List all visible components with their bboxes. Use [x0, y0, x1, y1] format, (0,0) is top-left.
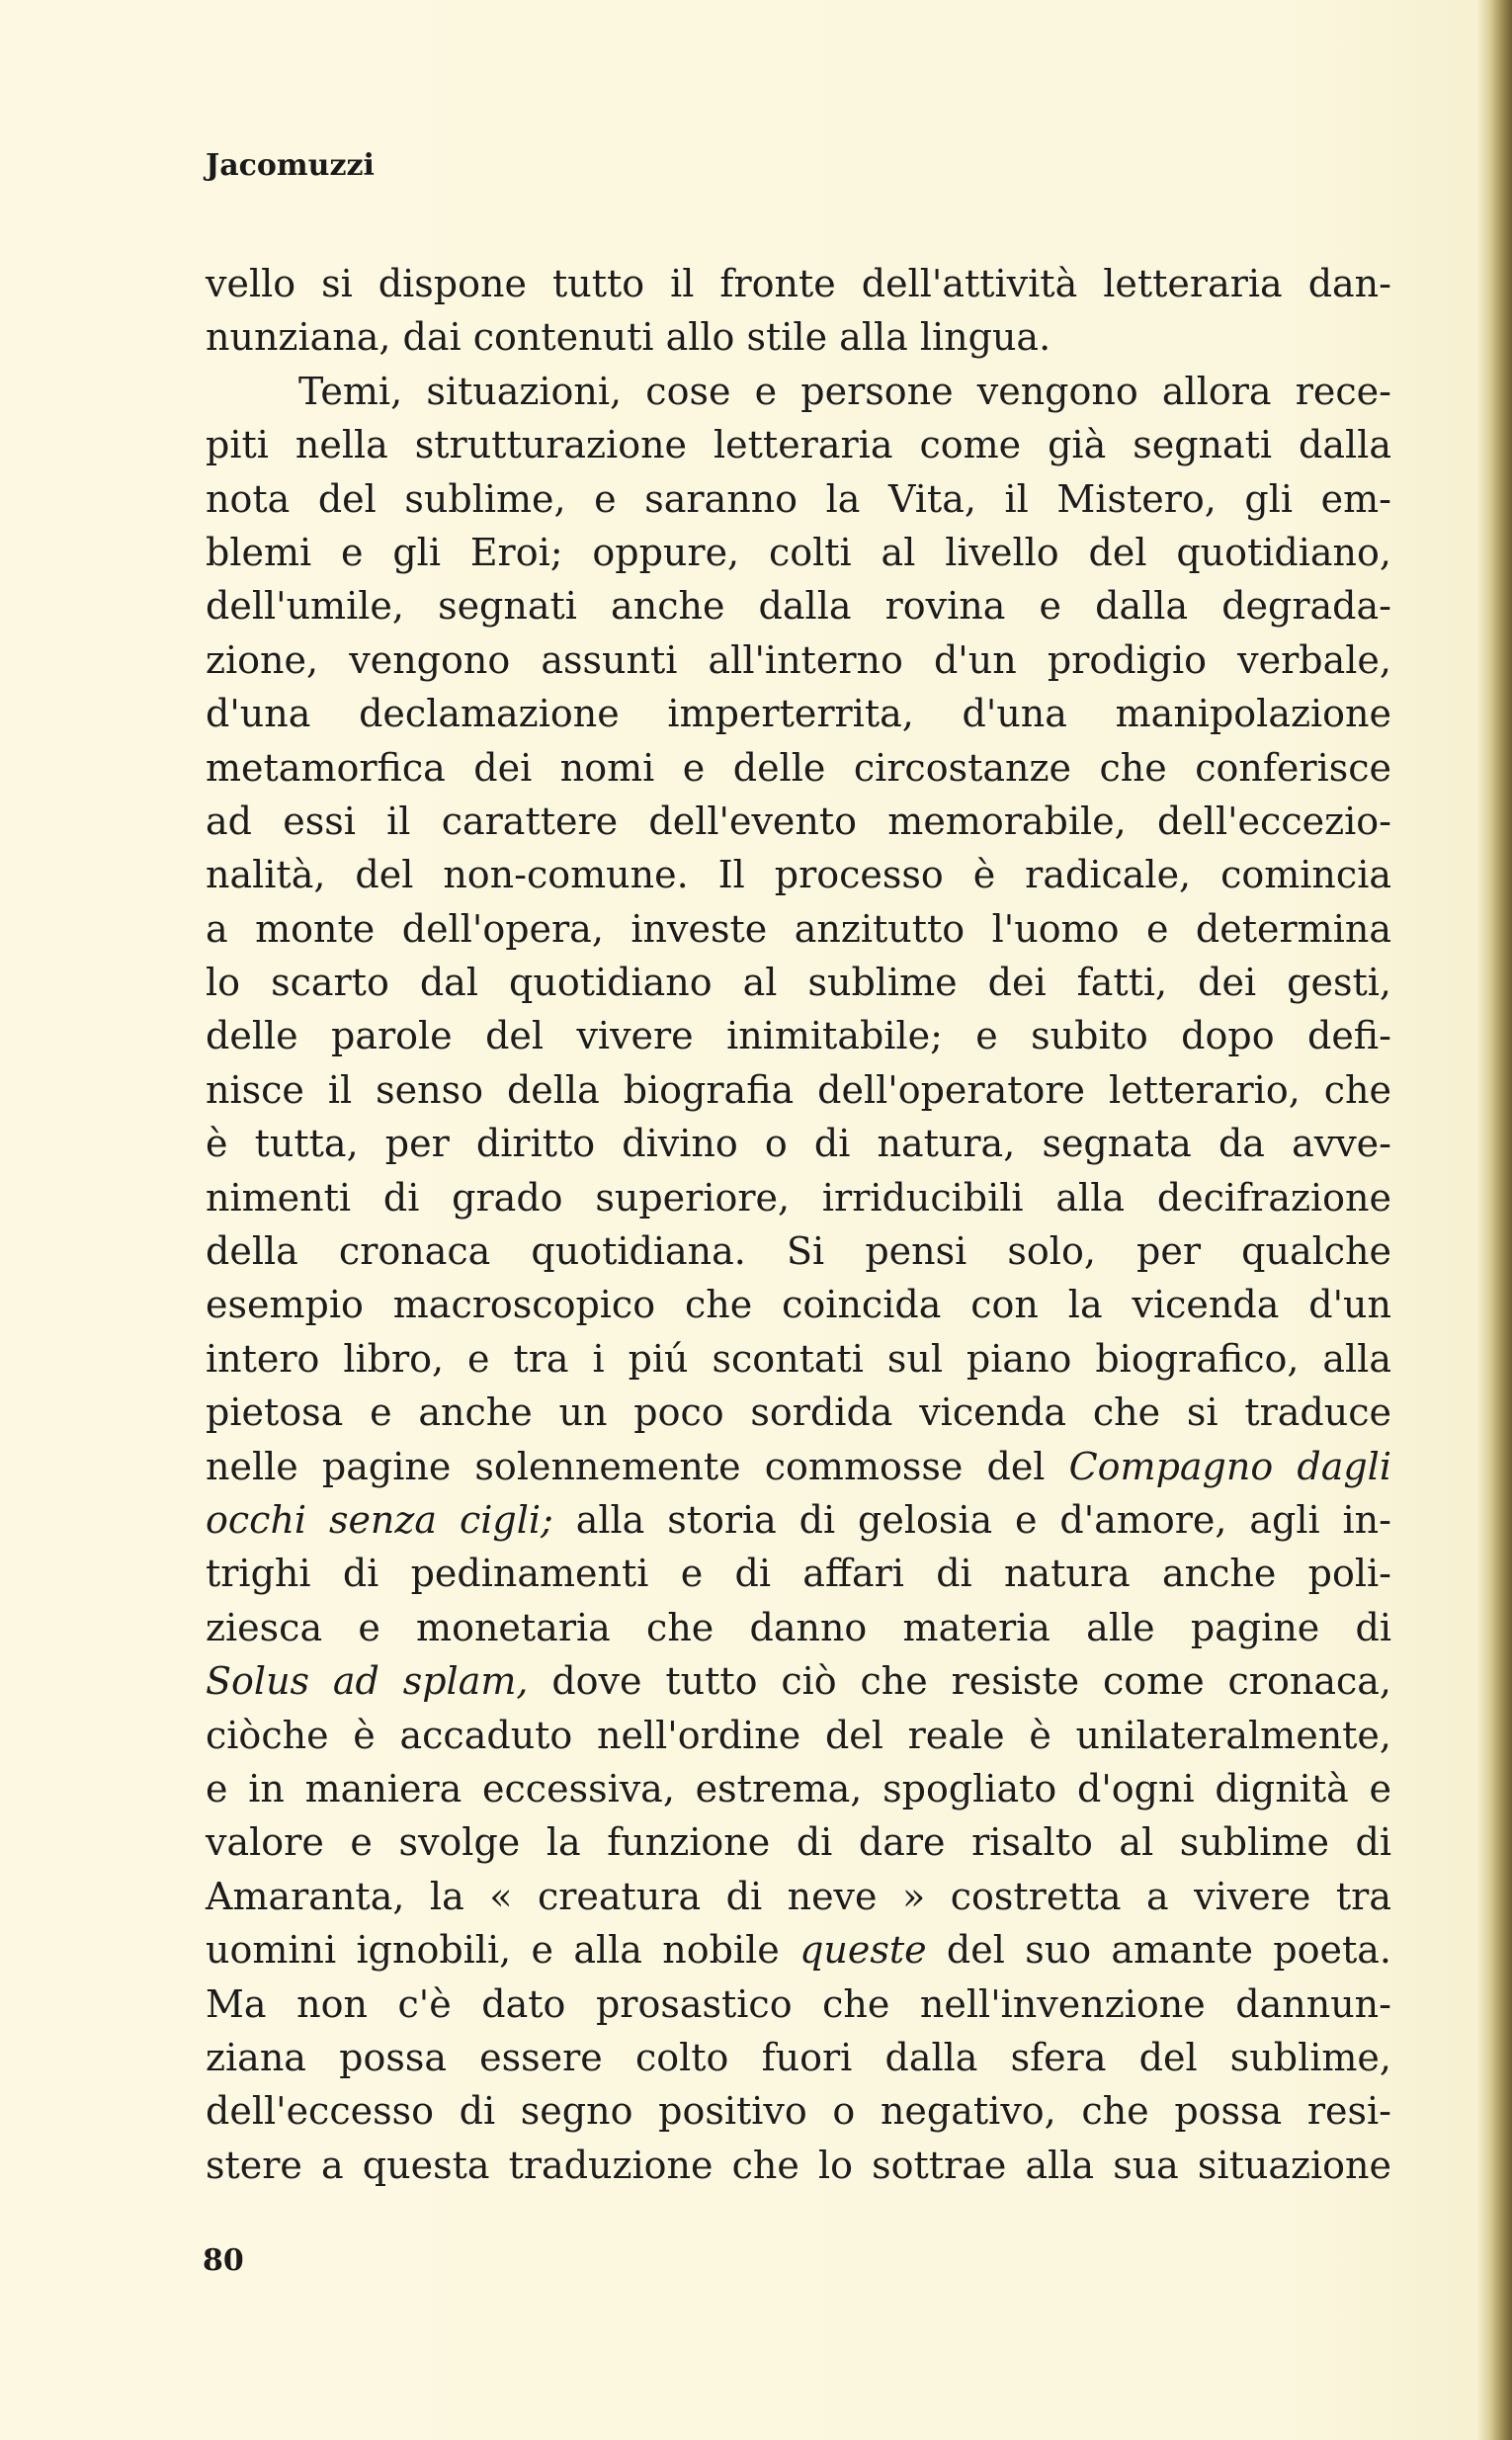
text-line: ciòche è accaduto nell'ordine del reale è unilateralmente, [206, 1713, 1391, 1757]
page-number: 80 [203, 2243, 244, 2278]
text-line: a monte dell'opera, investe anzitutto l'uomo e determina [206, 906, 1391, 951]
text-line: trighi di pedinamenti e di affari di natura anche poli- [206, 1552, 1391, 1596]
text-line: piti nella strutturazione letteraria come già segnati dalla [206, 423, 1391, 467]
text-line: è tutta, per diritto divino o di natura, segnata da avve- [206, 1122, 1391, 1166]
text-line: metamorfica dei nomi e delle circostanze che conferisce [206, 745, 1391, 790]
italic-title: Compagno dagli [1068, 1444, 1391, 1488]
body-text [206, 257, 1391, 2192]
text-line: Ma non c'è dato prosastico che nell'invenzione dannun- [206, 1981, 1391, 2026]
text-line: Solus ad splam, dove tutto ciò che resiste come cronaca, [206, 1659, 1391, 1704]
text-line: stere a questa traduzione che lo sottrae alla sua situazione [206, 2143, 1391, 2187]
text-line: Temi, situazioni, cose e persone vengono allora rece- [298, 369, 1391, 413]
italic-title: occhi senza cigli; [206, 1497, 553, 1542]
text-line: valore e svolge la funzione di dare risalto al sublime di [206, 1820, 1391, 1865]
text-line: intero libro, e tra i piú scontati sul piano biografico, alla [206, 1336, 1391, 1381]
text-line: nelle pagine solennemente commosse del Compagno dagli [206, 1444, 1391, 1488]
text-line: zione, vengono assunti all'interno d'un prodigio verbale, [206, 637, 1391, 682]
text-line: nisce il senso della biografia dell'operatore letterario, che [206, 1067, 1391, 1112]
running-head: Jacomuzzi [206, 148, 375, 183]
text-line: occhi senza cigli; alla storia di gelosia e d'amore, agli in- [206, 1497, 1391, 1542]
text-line: lo scarto dal quotidiano al sublime dei fatti, dei gesti, [206, 961, 1391, 1005]
text-line: delle parole del vivere inimitabile; e subito dopo defi- [206, 1014, 1391, 1058]
text-line: dell'eccesso di segno positivo o negativo, che possa resi- [206, 2089, 1391, 2134]
page-edge-shadow [1478, 0, 1512, 2440]
text-line: della cronaca quotidiana. Si pensi solo, per qualche [206, 1229, 1391, 1274]
text-line: blemi e gli Eroi; oppure, colti al livello del quotidiano, [206, 530, 1391, 574]
italic-word: queste [799, 1928, 927, 1973]
text-line: nalità, del non-comune. Il processo è radicale, comincia [206, 853, 1391, 897]
italic-title: Solus ad splam, [206, 1659, 529, 1704]
text-line: d'una declamazione imperterrita, d'una manipolazione [206, 692, 1391, 736]
text-line: ziana possa essere colto fuori dalla sfera del sublime, [206, 2035, 1391, 2079]
text-line: pietosa e anche un poco sordida vicenda che si traduce [206, 1390, 1391, 1435]
text-line: vello si dispone tutto il fronte dell'attività letteraria dan- [206, 262, 1391, 305]
text-line: ad essi il carattere dell'evento memorabile, dell'eccezio- [206, 799, 1391, 843]
text-line: nota del sublime, e saranno la Vita, il Mistero, gli em- [206, 476, 1391, 521]
text-line: dell'umile, segnati anche dalla rovina e dalla degrada- [206, 584, 1391, 629]
text-line: ziesca e monetaria che danno materia alle pagine di [206, 1605, 1391, 1649]
text-line: e in maniera eccessiva, estrema, spogliato d'ogni dignità e [206, 1766, 1391, 1810]
text-line: Amaranta, la « creatura di neve » costretta a vivere tra [206, 1874, 1391, 1918]
text-line: nimenti di grado superiore, irriducibili alla decifrazione [206, 1175, 1391, 1220]
text-line: uomini ignobili, e alla nobile queste del suo amante poeta. [206, 1928, 1391, 1973]
text-line: esempio macroscopico che coincida con la vicenda d'un [206, 1283, 1391, 1327]
text-line: nunziana, dai contenuti allo stile alla lingua. [206, 315, 1051, 360]
